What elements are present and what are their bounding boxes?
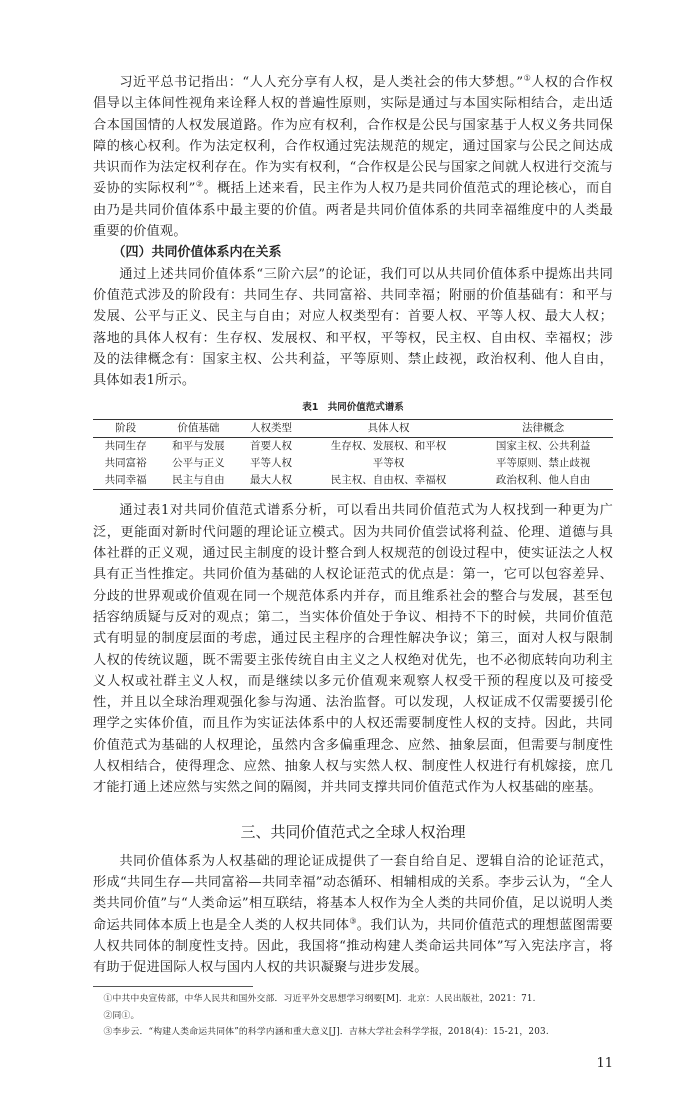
table-header: 人权类型: [250, 422, 293, 435]
table-header-row: [93, 420, 613, 438]
table-cell: 共同富裕: [104, 457, 147, 470]
table-header: 法律概念: [522, 422, 565, 435]
page-number: 11: [596, 1055, 613, 1071]
footnote-ref-3[interactable]: ③: [349, 916, 357, 926]
table-row: [93, 472, 613, 490]
table-cell: 政治权利、他人自由: [495, 474, 591, 487]
text: 人权的合作权倡导以主体间性视角来诠释人权的普遍性原则，实际是通过与本国实际相结合，走出适合本国国情的人权发展道路。作为应有权利，合作权是公民与国家基于人权义务共同保障的核心权利。作为法定权利，合作权通过宪法规范的规定，通过国家与公民之间达成共识而作为法定权利存在。作为实有权利，“合作权是公民与国家之间就人权进行交流与妥协的实际权利”: [93, 75, 613, 197]
table-header: 具体人权: [367, 422, 410, 435]
paragraph-1: [93, 72, 613, 242]
table-cell: 生存权、发展权、和平权: [330, 440, 447, 453]
table-header: 价值基础: [177, 422, 220, 435]
paragraph-3: 通过表1对共同价值范式谱系分析，可以看出共同价值范式为人权找到一种更为广泛，更能面对新时代问题的理论证立模式。因为共同价值尝试将利益、伦理、道德与具体社群的正义观，通过民主制度的设计整合到人权规范的创设过程中，使实证法之人权具有正当性推定。共同价值为基础的人权论证范式的优点是：第一，它可以包容差异、分歧的世界观或价值观在同一个规范体系内并存，而且维系社会的整合与发展，甚至包括容纳质疑与反对的观点；第二，当实体价值处于争议、相持不下的时候，共同价值范式有明显的制度层面的考虑，通过民主程序的合理性解决争议；第三，面对人权与限制人权的传统议题，既不需要主张传统自由主义之人权绝对优先，也不必彻底转向功利主义人权或社群主义人权，而是继续以多元价值观来观察人权受干预的程度以及可接受性，并且以全球治理观强化参与沟通、法治监督。可以发现，人权证成不仅需要援引伦理学之实体价值，而且作为实证法体系中的人权还需要制度性人权的支持。因此，共同价值范式为基础的人权理论，虽然内含多偏重理念、应然、抽象层面，但需要与制度性人权相结合，使得理念、应然、抽象人权与实然人权、制度性人权进行有机嫁接，庶几才能打通上述应然与实然之间的隔阂，并共同支撑共同价值范式作为人权基础的座基。: [93, 503, 613, 796]
footnote-1: ①中共中央宣传部，中华人民共和国外交部．习近平外交思想学习纲要[M]．北京：人民出版社，2021：71.: [103, 994, 536, 1005]
section-title: 三、共同价值范式之全球人权治理: [240, 822, 466, 841]
footnote-3: ③李步云．“构建人类命运共同体”的科学内涵和重大意义[J]．吉林大学社会科学学报，2018(4)：15-21，203.: [103, 1027, 549, 1038]
paragraph-2: 通过上述共同价值体系“三阶六层”的论证，我们可以从共同价值体系中提炼出共同价值范式涉及的阶段有：共同生存、共同富裕、共同幸福；附丽的价值基础有：和平与发展、公平与正义、民主与自由；对应人权类型有：首要人权、平等人权、最大人权；落地的具体人权有：生存权、发展权、和平权，平等权，民主权、自由权、幸福权；涉及的法律概念有：国家主权、公共利益，平等原则、禁止歧视，政治权利、他人自由，具体如表1所示。: [93, 266, 613, 389]
table-cell: 平等权: [372, 457, 405, 470]
table-cell: 民主权、自由权、幸福权: [330, 474, 447, 487]
subheading: （四）共同价值体系内在关系: [112, 245, 282, 261]
paragraph-4: [93, 851, 613, 979]
footnote-2: ②同①。: [103, 1010, 140, 1021]
table-row: [93, 455, 613, 472]
footnote-ref-2[interactable]: ②: [195, 180, 204, 190]
footnote-ref-1[interactable]: ①: [523, 73, 532, 83]
text: 。我们认为，共同价值范式的理想蓝图需要人权共同体的制度性支持。因此，我国将“推动构建人类命运共同体”写入宪法序言，将有助于促进国际人权与国内人权的共识凝聚与进步发展。: [93, 917, 613, 976]
page-body: [93, 0, 613, 1103]
table-cell: 共同幸福: [104, 474, 147, 487]
table-row: [93, 438, 613, 456]
table-cell: 和平与发展: [172, 440, 225, 453]
footnote-divider: [93, 986, 253, 987]
table-cell: 首要人权: [250, 440, 293, 453]
table-header: 阶段: [115, 422, 137, 435]
table-caption: 表1 共同价值范式谱系: [302, 402, 404, 414]
table-cell: 平等原则、禁止歧视: [495, 457, 591, 470]
text: 。概括上述来看，民主作为人权乃是共同价值范式的理论核心，而自由乃是共同价值体系中最主要的价值。两者是共同价值体系的共同幸福维度中的人类最重要的价值观。: [93, 181, 614, 240]
table-cell: 最大人权: [250, 474, 293, 487]
table-cell: 平等人权: [250, 457, 293, 470]
table-cell: 共同生存: [104, 440, 147, 453]
table-cell: 国家主权、公共利益: [495, 440, 591, 453]
text: 习近平总书记指出：“人人充分享有人权，是人类社会的伟大梦想。”: [119, 75, 524, 90]
table-1: [93, 419, 613, 490]
text: 共同价值体系为人权基础的理论证成提供了一套自给自足、逻辑自洽的论证范式，形成“共同生存—共同富裕—共同幸福”动态循环、相辅相成的关系。李步云认为，“全人类共同价值”与“人类命运”相互联结，将基本人权作为全人类的共同价值，足以说明人类命运共同体本质上也是全人类的人权共同体: [93, 853, 613, 933]
table-cell: 公平与正义: [172, 457, 225, 470]
table-cell: 民主与自由: [172, 474, 225, 487]
